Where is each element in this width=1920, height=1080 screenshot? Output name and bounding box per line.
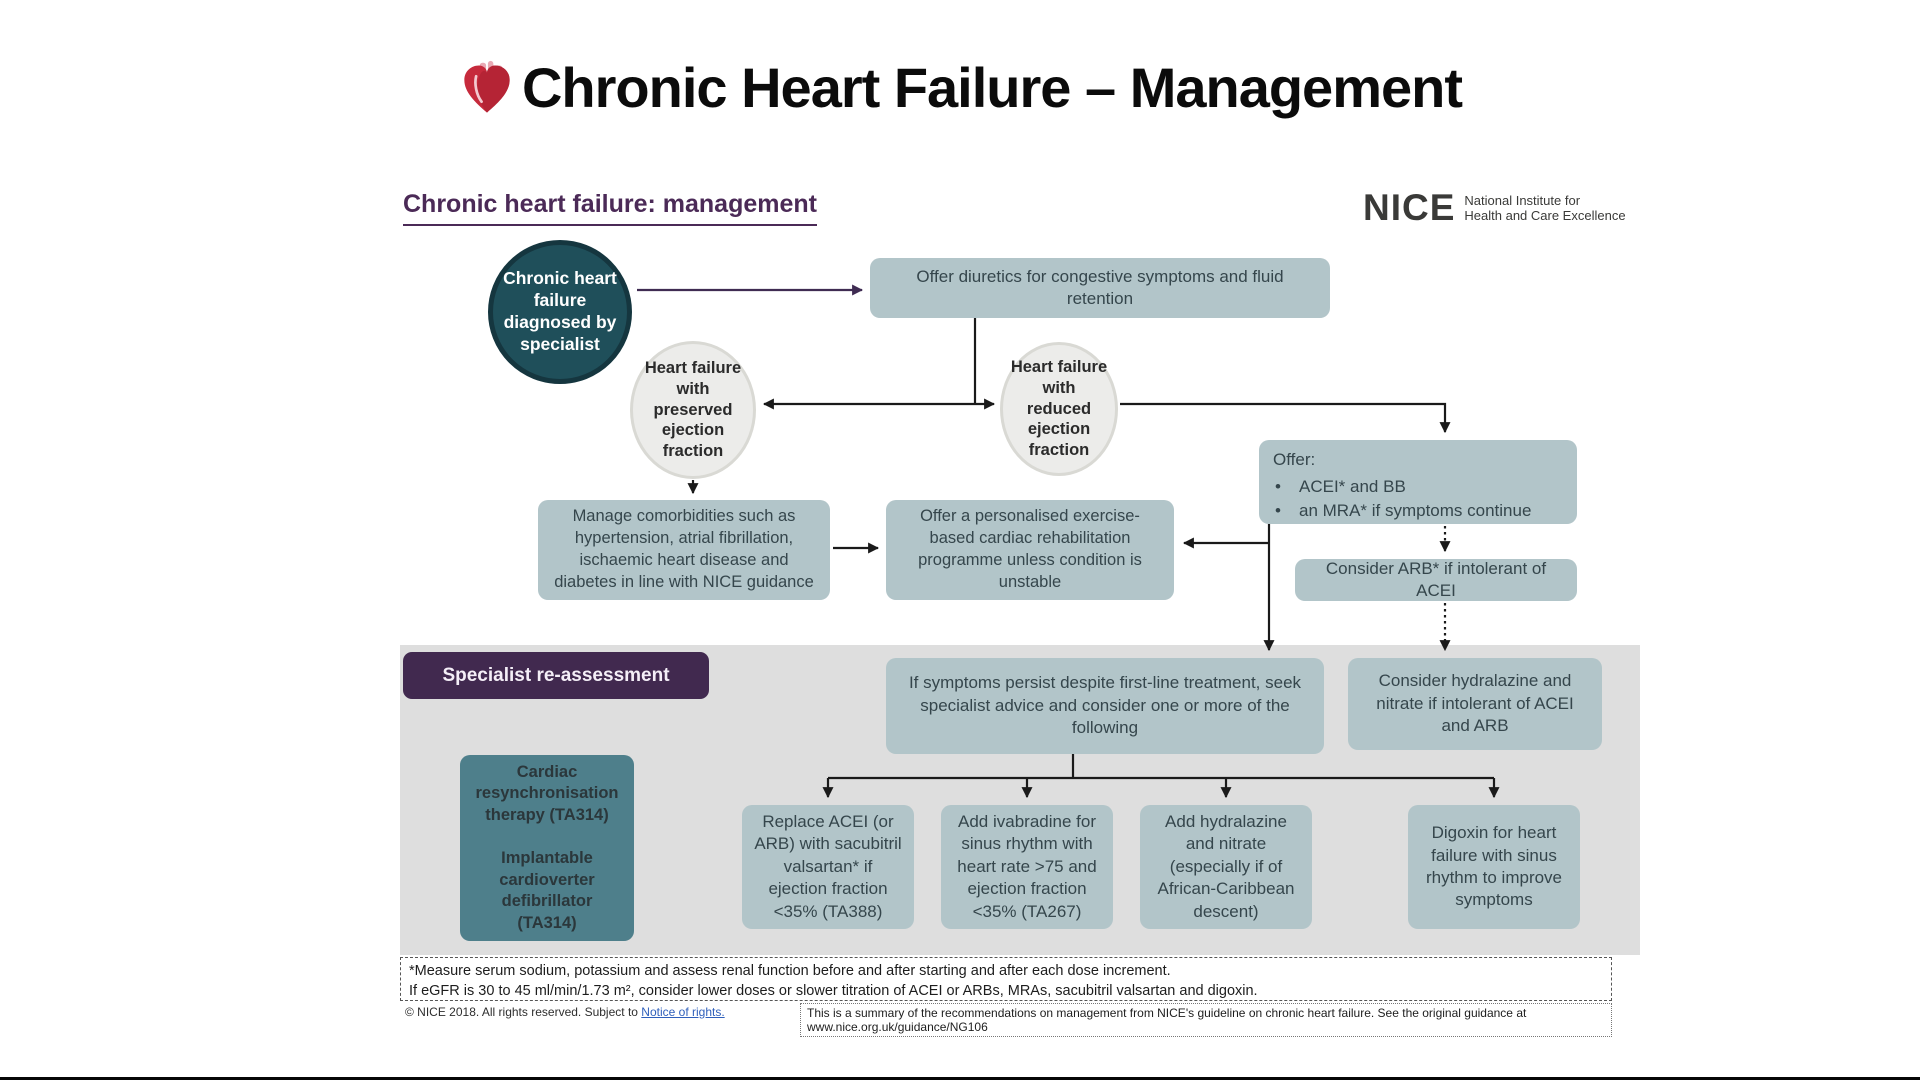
- bullet-icon: •: [1275, 501, 1281, 521]
- copyright-text: © NICE 2018. All rights reserved. Subject to: [405, 1005, 642, 1019]
- node-manage-comorbidities: Manage comorbidities such as hypertension, atrial fibrillation, ischaemic heart disease and diabetes in line with NICE guidance: [538, 500, 830, 600]
- heart-icon: [458, 60, 516, 118]
- notice-of-rights-link[interactable]: Notice of rights.: [641, 1005, 725, 1019]
- footnote-line1: *Measure serum sodium, potassium and assess renal function before and after starting and after each dose increment.: [409, 963, 1171, 979]
- node-offer-acei-bb-mra: [1259, 440, 1577, 524]
- nice-logo-name: [1464, 190, 1625, 224]
- offer-bullet-acei-bb: • ACEI* and BB: [1273, 475, 1567, 500]
- footnote-box: [400, 957, 1612, 1001]
- node-offer-diuretics: Offer diuretics for congestive symptoms and fluid retention: [870, 258, 1330, 318]
- copyright-note: [405, 1005, 725, 1019]
- bullet-icon: •: [1275, 476, 1281, 496]
- guidance-summary-note: This is a summary of the recommendations on management from NICE's guideline on chronic heart failure. See the original guidance at www.nice.org.uk/guidance/NG106: [800, 1003, 1612, 1037]
- nice-logo-name-line2: Health and Care Excellence: [1464, 207, 1626, 223]
- node-ivabradine: Add ivabradine for sinus rhythm with heart rate >75 and ejection fraction <35% (TA267): [941, 805, 1113, 929]
- node-crt-icd: [460, 755, 634, 941]
- node-add-hydralazine-nitrate: Add hydralazine and nitrate (especially if of African-Caribbean descent): [1140, 805, 1312, 929]
- specialist-reassessment-label: Specialist re-assessment: [403, 652, 709, 699]
- nice-logo-acronym: NICE: [1363, 187, 1456, 228]
- node-consider-hydralazine-nitrate: Consider hydralazine and nitrate if intolerant of ACEI and ARB: [1348, 658, 1602, 750]
- diagram-subtitle: Chronic heart failure: management: [403, 190, 817, 226]
- crt-line: Cardiac resynchronisation therapy (TA314): [475, 762, 619, 824]
- nice-logo-name-line1: National Institute for: [1464, 193, 1581, 208]
- node-preserved-ejection-fraction: Heart failure with preserved ejection fraction: [630, 341, 756, 479]
- node-reduced-ejection-fraction: Heart failure with reduced ejection fraction: [1000, 342, 1118, 476]
- offer-bullet-mra: • an MRA* if symptoms continue: [1273, 499, 1567, 524]
- nice-logo: [1363, 187, 1626, 228]
- icd-line: Implantable cardioverter defibrillator (TA314): [499, 849, 595, 932]
- node-consider-arb: Consider ARB* if intolerant of ACEI: [1295, 559, 1577, 601]
- node-symptoms-persist: If symptoms persist despite first-line treatment, seek specialist advice and consider one or more of the following: [886, 658, 1324, 754]
- page-title-text: Chronic Heart Failure – Management: [521, 55, 1462, 119]
- offer-box-title: Offer:: [1273, 450, 1316, 469]
- page-title: [0, 42, 1920, 132]
- node-diagnosed-by-specialist: Chronic heart failure diagnosed by specialist: [488, 240, 632, 384]
- node-sacubitril-valsartan: Replace ACEI (or ARB) with sacubitril valsartan* if ejection fraction <35% (TA388): [742, 805, 914, 929]
- node-cardiac-rehabilitation: Offer a personalised exercise-based cardiac rehabilitation programme unless condition is unstable: [886, 500, 1174, 600]
- footnote-line2: If eGFR is 30 to 45 ml/min/1.73 m², consider lower doses or slower titration of ACEI or ARBs, MRAs, sacubitril valsartan and digoxin.: [409, 983, 1258, 999]
- node-digoxin: Digoxin for heart failure with sinus rhythm to improve symptoms: [1408, 805, 1580, 929]
- offer-box-bullets: [1273, 475, 1567, 524]
